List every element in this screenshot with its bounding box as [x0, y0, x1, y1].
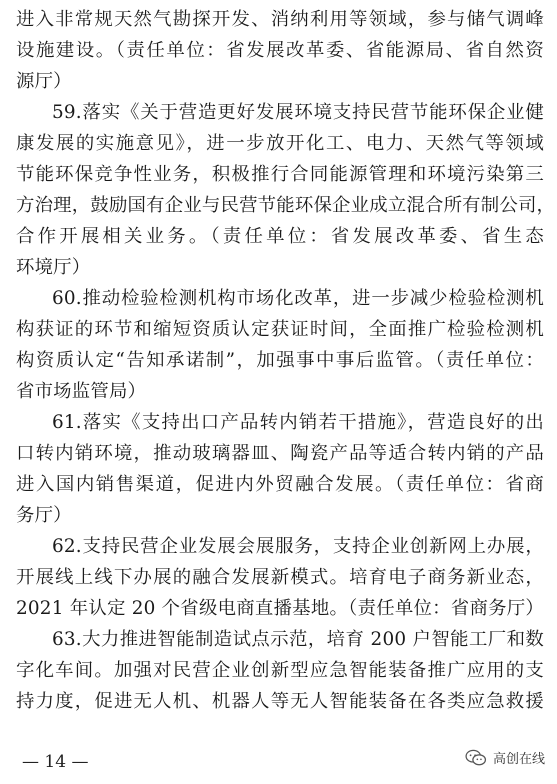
- text-line: 60.推动检验检测机构市场化改革，进一步减少检验检测机: [52, 288, 544, 309]
- text-line: 63.大力推进智能制造试点示范，培育 200 户智能工厂和数: [52, 629, 544, 650]
- text-line: 2021 年认定 20 个省级电商直播基地。（责任单位：省商务厅）: [16, 598, 544, 619]
- text-line: 字化车间。加强对民营企业创新型应急智能装备推广应用的支: [16, 660, 544, 681]
- text-line: 方治理，鼓励国有企业与民营节能环保企业成立混合所有制公司，: [16, 195, 556, 216]
- watermark-label: 高创在线: [492, 752, 545, 767]
- text-line: 进入国内销售渠道，促进内外贸融合发展。（责任单位：省商: [16, 474, 544, 495]
- text-line: 构资质认定“告知承诺制”，加强事中事后监管。（责任单位：: [16, 350, 544, 371]
- text-line: 59.落实《关于营造更好发展环境支持民营节能环保企业健: [52, 102, 544, 123]
- text-line: 合作开展相关业务。（责任单位：省发展改革委、省生态: [16, 226, 544, 247]
- text-line: 设施建设。（责任单位：省发展改革委、省能源局、省自然资: [16, 40, 544, 61]
- text-line: 源厅）: [16, 71, 72, 92]
- text-line: 节能环保竞争性业务，积极推行合同能源管理和环境污染第三: [16, 164, 544, 185]
- wechat-watermark: [465, 748, 545, 767]
- text-line: 口转内销环境，推动玻璃器皿、陶瓷产品等适合转内销的产品: [16, 443, 544, 464]
- page-number: — 14 —: [22, 752, 89, 772]
- text-line: 务厅）: [16, 505, 72, 526]
- text-line: 康发展的实施意见》，进一步放开化工、电力、天然气等领域: [16, 133, 544, 154]
- body-text: [16, 4, 556, 717]
- text-line: 省市场监管局）: [16, 381, 147, 402]
- text-line: 构获证的环节和缩短资质认定获证时间，全面推广检验检测机: [16, 319, 544, 340]
- text-line: 环境厅）: [16, 257, 91, 278]
- wechat-icon: [465, 749, 487, 767]
- text-line: 开展线上线下办展的融合发展新模式。培育电子商务新业态，: [16, 567, 544, 588]
- text-line: 61.落实《支持出口产品转内销若干措施》，营造良好的出: [52, 412, 544, 433]
- text-line: 进入非常规天然气勘探开发、消纳利用等领域，参与储气调峰: [16, 9, 544, 30]
- text-line: 持力度，促进无人机、机器人等无人智能装备在各类应急救援: [16, 691, 544, 712]
- text-line: 62.支持民营企业发展会展服务，支持企业创新网上办展，: [52, 536, 544, 557]
